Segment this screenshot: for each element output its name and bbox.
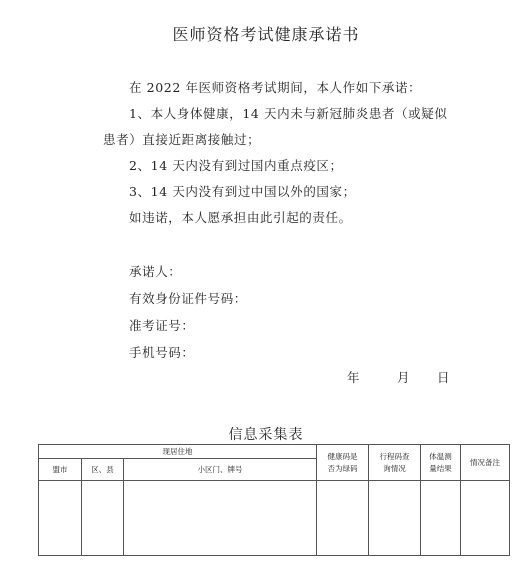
remarks-header: 情况备注 bbox=[461, 445, 510, 481]
violation-statement: 如违诺，本人愿承担由此引起的责任。 bbox=[129, 210, 352, 225]
residence-header: 现居住地 bbox=[39, 445, 317, 459]
date-day-label: 日 bbox=[437, 370, 450, 385]
pledge-item-3: 3、14 天内没有到过中国以外的国家； bbox=[129, 184, 356, 199]
info-table-title: 信息采集表 bbox=[228, 427, 304, 443]
district-cell[interactable] bbox=[82, 481, 124, 556]
pledge-item-1-continued: 患者）直接近距离接触过； bbox=[103, 132, 261, 147]
city-header: 盟市 bbox=[39, 459, 82, 481]
temperature-cell[interactable] bbox=[421, 481, 461, 556]
pledge-item-2: 2、14 天内没有到过国内重点疫区； bbox=[129, 158, 343, 173]
signer-label: 承诺人： bbox=[129, 264, 182, 279]
remarks-cell[interactable] bbox=[461, 481, 510, 556]
date-year-label: 年 bbox=[347, 370, 360, 385]
health-code-header: 健康码是 否为绿码 bbox=[317, 445, 369, 481]
temperature-header: 体温测 量结果 bbox=[421, 445, 461, 481]
phone-number-label: 手机号码： bbox=[129, 345, 195, 360]
date-month-label: 月 bbox=[397, 370, 410, 385]
address-cell[interactable] bbox=[124, 481, 317, 556]
health-code-cell[interactable] bbox=[317, 481, 369, 556]
admission-ticket-label: 准考证号： bbox=[129, 318, 195, 333]
pledge-item-1: 1、本人身体健康，14 天内未与新冠肺炎患者（或疑似 bbox=[129, 106, 448, 121]
table-row bbox=[39, 481, 510, 556]
intro-paragraph: 在 2022 年医师资格考试期间，本人作如下承诺： bbox=[129, 80, 422, 95]
document-title: 医师资格考试健康承诺书 bbox=[172, 25, 360, 44]
info-collection-table bbox=[38, 444, 510, 556]
id-number-label: 有效身份证件号码： bbox=[129, 291, 247, 306]
district-header: 区、县 bbox=[82, 459, 124, 481]
address-header: 小区门、牌号 bbox=[124, 459, 317, 481]
itinerary-code-header: 行程码查 询情况 bbox=[369, 445, 421, 481]
itinerary-code-cell[interactable] bbox=[369, 481, 421, 556]
city-cell[interactable] bbox=[39, 481, 82, 556]
